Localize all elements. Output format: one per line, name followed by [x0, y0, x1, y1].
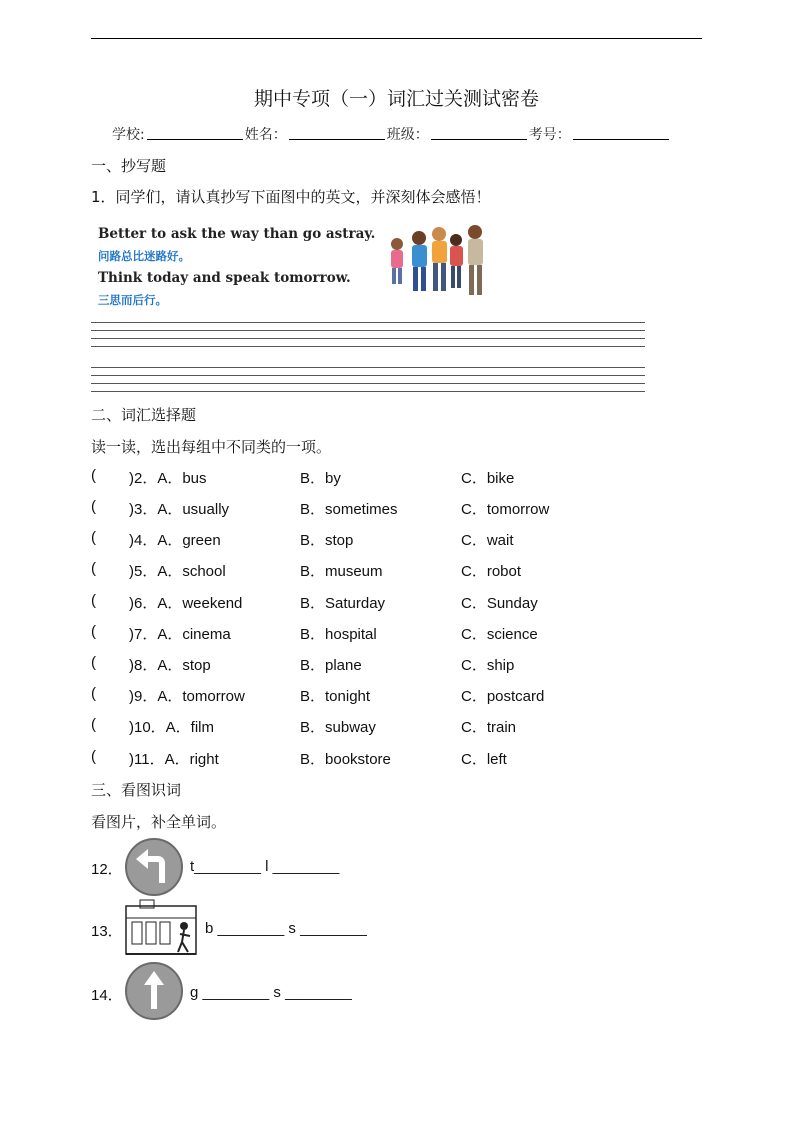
choice-row [91, 560, 711, 580]
answer-paren[interactable]: ( [91, 592, 96, 609]
turn-left-sign-icon [124, 837, 184, 897]
page-title: 期中专项（一）词汇过关测试密卷 [253, 88, 539, 110]
option-b: B．bookstore [300, 751, 391, 768]
item-12-blank[interactable]: t________ l ________ [190, 858, 340, 875]
answer-paren[interactable]: ( [91, 467, 96, 484]
class-label: 班级： [386, 127, 429, 143]
answer-paren[interactable]: ( [91, 498, 96, 515]
choice-row [91, 748, 711, 768]
option-b: B．plane [300, 657, 362, 674]
choice-row [91, 529, 711, 549]
option-a: )2．A．bus [129, 470, 207, 487]
copy-writing-lines[interactable] [91, 322, 645, 392]
option-a: )10．A．film [129, 719, 215, 736]
answer-paren[interactable]: ( [91, 716, 96, 733]
option-b: B．sometimes [300, 501, 398, 518]
option-a: )4．A．green [129, 532, 221, 549]
section2-heading: 二、词汇选择题 [91, 406, 197, 424]
choice-row [91, 685, 711, 705]
item-14-blank[interactable]: g ________ s ________ [190, 984, 352, 1001]
answer-paren[interactable]: ( [91, 685, 96, 702]
header-rule [91, 38, 702, 39]
choice-row [91, 498, 711, 518]
option-c: C．science [461, 626, 538, 643]
option-a: )8．A．stop [129, 657, 211, 674]
option-a: )11．A．right [129, 751, 219, 768]
item-14-number: 14． [91, 987, 123, 1004]
section3-instruction: 看图片，补全单词。 [91, 813, 227, 831]
school-label: 学校: [112, 127, 145, 143]
proverb-1-english: Better to ask the way than go astray. [98, 226, 376, 242]
option-b: B．by [300, 470, 341, 487]
option-a: )7．A．cinema [129, 626, 231, 643]
option-b: B．hospital [300, 626, 377, 643]
student-info-line [112, 124, 671, 144]
option-c: C．wait [461, 532, 514, 549]
answer-paren[interactable]: ( [91, 560, 96, 577]
bus-stop-icon [124, 898, 198, 958]
answer-paren[interactable]: ( [91, 623, 96, 640]
answer-paren[interactable]: ( [91, 654, 96, 671]
option-a: )9．A．tomorrow [129, 688, 245, 705]
item-12-number: 12． [91, 861, 123, 878]
option-b: B．subway [300, 719, 376, 736]
question-1-text: 1．同学们，请认真抄写下面图中的英文，并深刻体会感悟！ [91, 188, 491, 206]
section3-heading: 三、看图识词 [91, 781, 182, 799]
section2-instruction: 读一读，选出每组中不同类的一项。 [91, 438, 332, 456]
option-c: C．left [461, 751, 507, 768]
option-b: B．Saturday [300, 595, 386, 612]
option-c: C．train [461, 719, 517, 736]
option-b: B．museum [300, 563, 383, 580]
name-blank[interactable] [289, 124, 385, 140]
option-c: C．bike [461, 470, 515, 487]
name-label: 姓名： [244, 127, 287, 143]
option-c: C．Sunday [461, 595, 538, 612]
proverb-banner [91, 220, 503, 312]
children-walking-illustration [381, 222, 493, 306]
proverb-2-chinese: 三思而后行。 [98, 293, 167, 307]
option-c: C．postcard [461, 688, 545, 705]
option-c: C．tomorrow [461, 501, 550, 518]
proverb-1-chinese: 问路总比迷路好。 [98, 249, 190, 263]
answer-paren[interactable]: ( [91, 529, 96, 546]
number-label: 考号： [528, 127, 571, 143]
class-blank[interactable] [431, 124, 527, 140]
option-b: B．tonight [300, 688, 371, 705]
choice-row [91, 467, 711, 487]
go-straight-sign-icon [124, 961, 184, 1021]
number-blank[interactable] [573, 124, 669, 140]
answer-paren[interactable]: ( [91, 748, 96, 765]
option-a: )6．A．weekend [129, 595, 243, 612]
option-c: C．ship [461, 657, 515, 674]
option-b: B．stop [300, 532, 354, 549]
choice-row [91, 592, 711, 612]
school-blank[interactable] [147, 124, 243, 140]
item-13-blank[interactable]: b ________ s ________ [205, 920, 367, 937]
choice-row [91, 716, 711, 736]
option-c: C．robot [461, 563, 522, 580]
choice-row [91, 654, 711, 674]
choice-row [91, 623, 711, 643]
option-a: )3．A．usually [129, 501, 230, 518]
option-a: )5．A．school [129, 563, 226, 580]
item-13-number: 13． [91, 923, 123, 940]
section1-heading: 一、抄写题 [91, 157, 167, 175]
proverb-2-english: Think today and speak tomorrow. [98, 270, 351, 286]
